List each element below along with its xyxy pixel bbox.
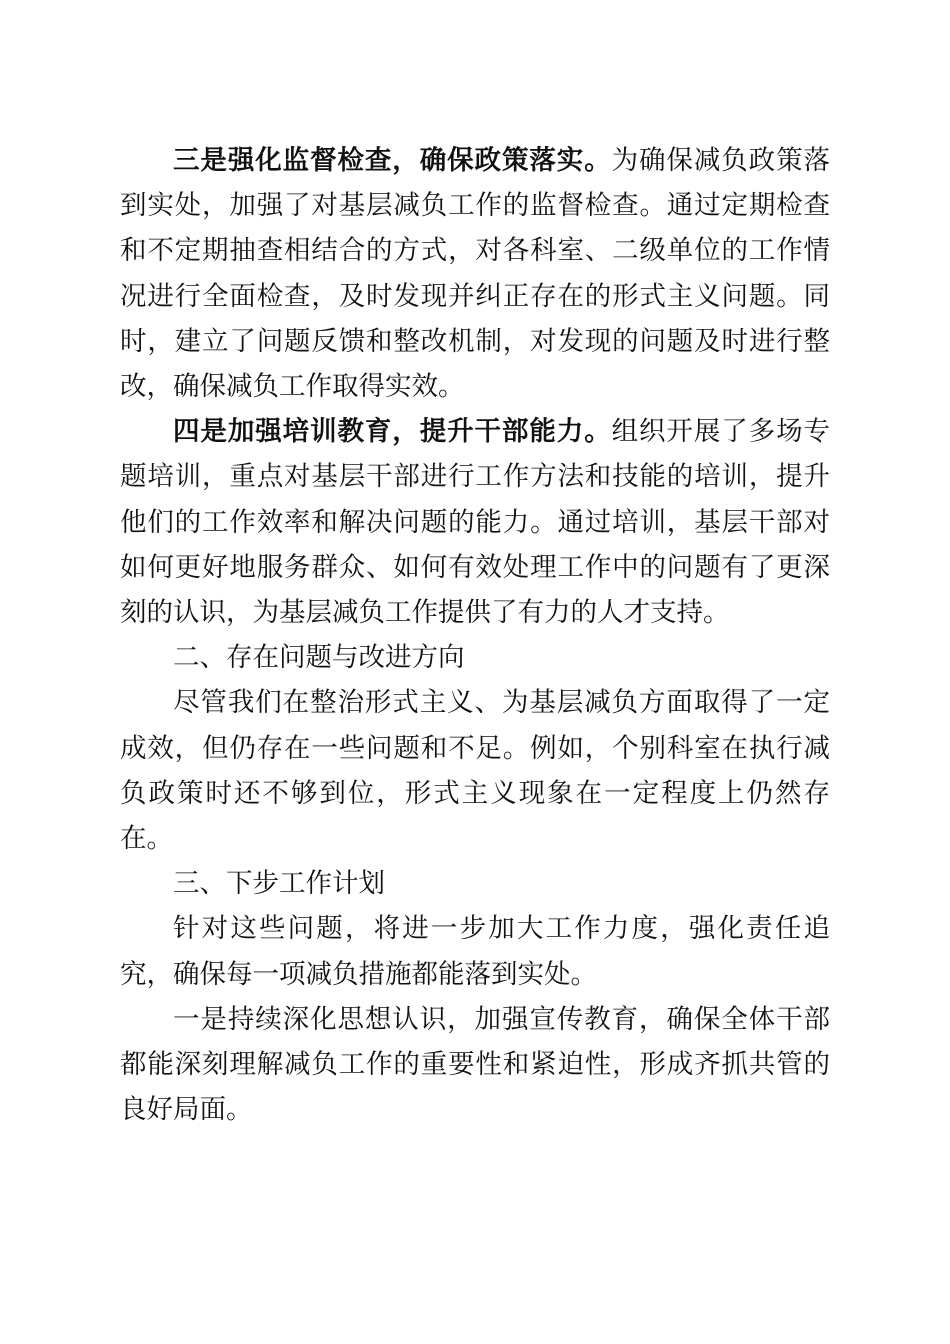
paragraph-plan-intro: 针对这些问题，将进一步加大工作力度，强化责任追究，确保每一项减负措施都能落到实处。 xyxy=(120,913,830,990)
paragraph-lead: 一是持续深化思想认识， xyxy=(173,1003,475,1035)
document-page xyxy=(120,138,830,1132)
paragraph-text: 为确保减负政策落到实处，加强了对基层减负工作的监督检查。通过定期检查和不定期抽查相结合的方式，对各科室、二级单位的工作情况进行全面检查，及时发现并纠正存在的形式主义问题。同时，建立了问题反馈和整改机制，对发现的问题及时进行整改，确保减负工作取得实效。 xyxy=(120,145,831,403)
paragraph-supervision xyxy=(120,138,830,409)
paragraph-problems: 尽管我们在整治形式主义、为基层减负方面取得了一定成效，但仍存在一些问题和不足。例如，个别科室在执行减负政策时还不够到位，形式主义现象在一定程度上仍然存在。 xyxy=(120,687,830,855)
section-heading-plan: 三、下步工作计划 xyxy=(173,868,385,900)
paragraph-text: 加强宣传教育，确保全体干部都能深刻理解减负工作的重要性和紧迫性，形成齐抓共管的良好局面。 xyxy=(120,1003,831,1126)
paragraph-training xyxy=(120,409,830,635)
paragraph-lead: 四是加强培训教育，提升干部能力。 xyxy=(173,416,612,448)
paragraph-plan-item-1 xyxy=(120,997,830,1133)
section-heading-problems: 二、存在问题与改进方向 xyxy=(173,642,465,674)
paragraph-lead: 三是强化监督检查，确保政策落实。 xyxy=(173,145,612,176)
paragraph-text: 组织开展了多场专题培训，重点对基层干部进行工作方法和技能的培训，提升他们的工作效率和解决问题的能力。通过培训，基层干部对如何更好地服务群众、如何有效处理工作中的问题有了更深刻的认识，为基层减负工作提供了有力的人才支持。 xyxy=(120,416,831,629)
